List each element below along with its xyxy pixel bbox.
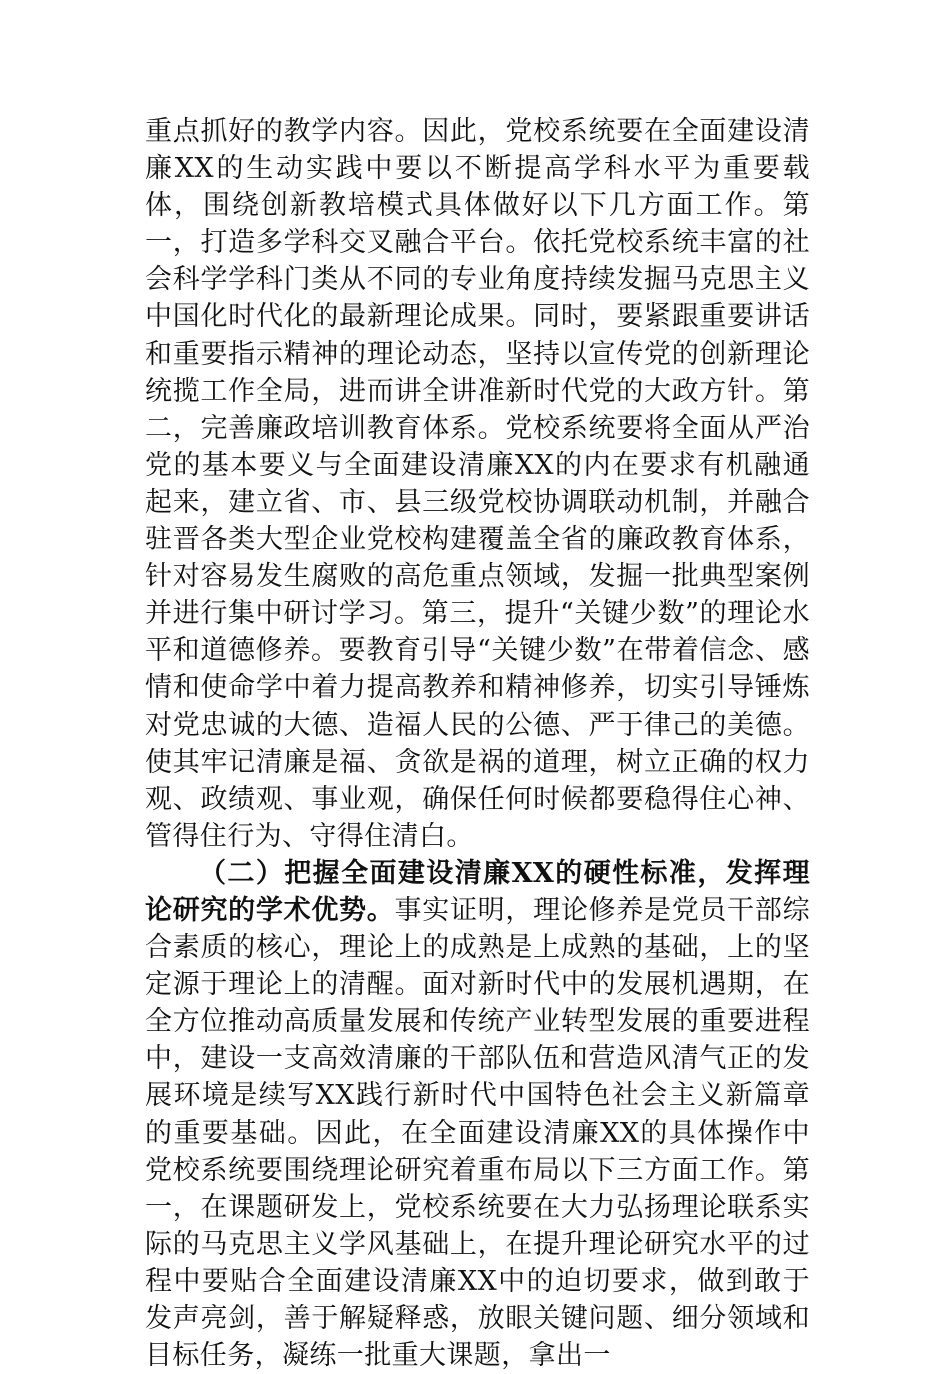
paragraph-text: 重点抓好的教学内容。因此，党校系统要在全面建设清廉XX的生动实践中要以不断提高学科水平为重要载体，围绕创新教培模式具体做好以下几方面工作。第一，打造多学科交叉融合平台。依托党校系统丰富的社会科学学科门类从不同的专业角度持续发掘马克思主义中国化时代化的最新理论成果。同时，要紧跟重要讲话和重要指示精神的理论动态，坚持以宣传党的创新理论统揽工作全局，进而讲全讲准新时代党的大政方针。第二，完善廉政培训教育体系。党校系统要将全面从严治党的基本要义与全面建设清廉XX的内在要求有机融通起来，建立省、市、县三级党校协调联动机制，并融合驻晋各类大型企业党校构建覆盖全省的廉政教育体系，针对容易发生腐败的高危重点领域，发掘一批典型案例并进行集中研讨学习。第三，提升“关键少数”的理论水平和道德修养。要教育引导“关键少数”在带着信念、感情和使命学中着力提高教养和精神修养，切实引导锤炼对党忠诚的大德、造福人民的公德、严于律己的美德。使其牢记清廉是福、贪欲是祸的道理，树立正确的权力观、政绩观、事业观，确保任何时候都要稳得住心神、管得住行为、守得住清白。 — [145, 116, 810, 852]
section-paragraph — [145, 855, 810, 1374]
section-heading: （二）把握全面建设清廉XX的硬性标准，发挥理论研究的学术优势。 — [145, 857, 810, 926]
document-page — [145, 113, 810, 1374]
paragraph-text: 事实证明，理论修养是党员干部综合素质的核心，理论上的成熟是上成熟的基础，上的坚定源于理论上的清醒。面对新时代中的发展机遇期，在全方位推动高质量发展和传统产业转型发展的重要进程中，建设一支高效清廉的干部队伍和营造风清气正的发展环境是续写XX践行新时代中国特色社会主义新篇章的重要基础。因此，在全面建设清廉XX的具体操作中党校系统要围绕理论研究着重布局以下三方面工作。第一，在课题研发上，党校系统要在大力弘扬理论联系实际的马克思主义学风基础上，在提升理论研究水平的过程中要贴合全面建设清廉XX中的迫切要求，做到敢于发声亮剑，善于解疑释惑，放眼关键问题、细分领域和目标任务，凝练一批重大课题，拿出一 — [145, 894, 810, 1372]
body-paragraph — [145, 113, 810, 855]
